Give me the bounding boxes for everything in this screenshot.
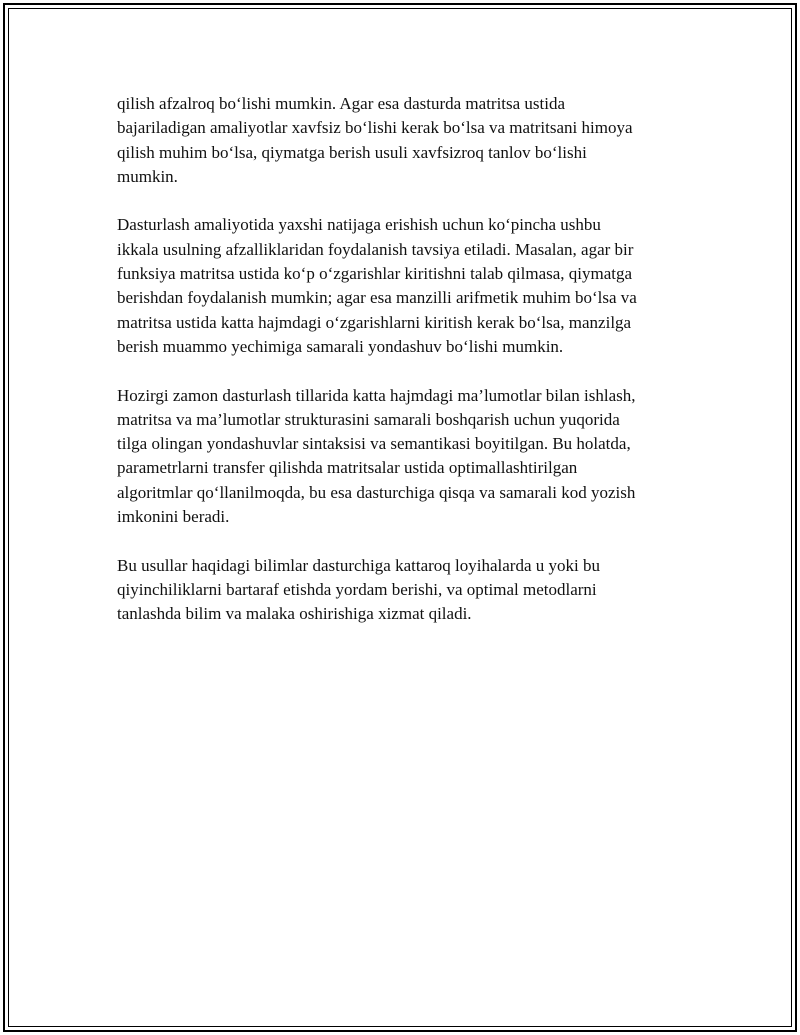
- paragraph-4: Bu usullar haqidagi bilimlar dasturchiga kattaroq loyihalarda u yoki bu qiyinchiliklarni bartaraf etishda yordam berishi, va optimal metodlarni tanlashda bilim va malaka oshirishiga xizmat qiladi.: [117, 555, 600, 624]
- paragraph-1: qilish afzalroq bo‘lishi mumkin. Agar esa dasturda matritsa ustida bajariladigan amaliyotlar xavfsiz bo‘lishi kerak bo‘lsa va matritsani himoya qilish muhim bo‘lsa, qiymatga berish usuli xavfsizroq tanlov bo‘lishi mumkin.: [117, 94, 633, 186]
- paragraph-2: Dasturlash amaliyotida yaxshi natijaga erishish uchun ko‘pincha ushbu ikkala usulning afzalliklaridan foydalanish tavsiya etiladi. Masalan, agar bir funksiya matritsa ustida ko‘p o‘zgarishlar kiritishni talab qilmasa, qiymatga berishdan foydalanish mumkin; agar esa manzilli arifmetik muhim bo‘lsa va matritsa ustida katta hajmdagi o‘zgarishlarni kiritish kerak bo‘lsa, manzilga berish muammo yechimiga samarali yondashuv bo‘lishi mumkin.: [117, 215, 637, 356]
- paragraph-3: Hozirgi zamon dasturlash tillarida katta hajmdagi ma’lumotlar bilan ishlash, matritsa va ma’lumotlar strukturasini samarali boshqarish uchun yuqorida tilga olingan yondashuvlar sintaksisi va semantikasi boyitilgan. Bu holatda, parametrlarni transfer qilishda matritsalar ustida optimallashtirilgan algoritmlar qo‘llanilmoqda, bu esa dasturchiga qisqa va samarali kod yozish imkonini beradi.: [117, 385, 636, 527]
- document-body: [117, 92, 697, 651]
